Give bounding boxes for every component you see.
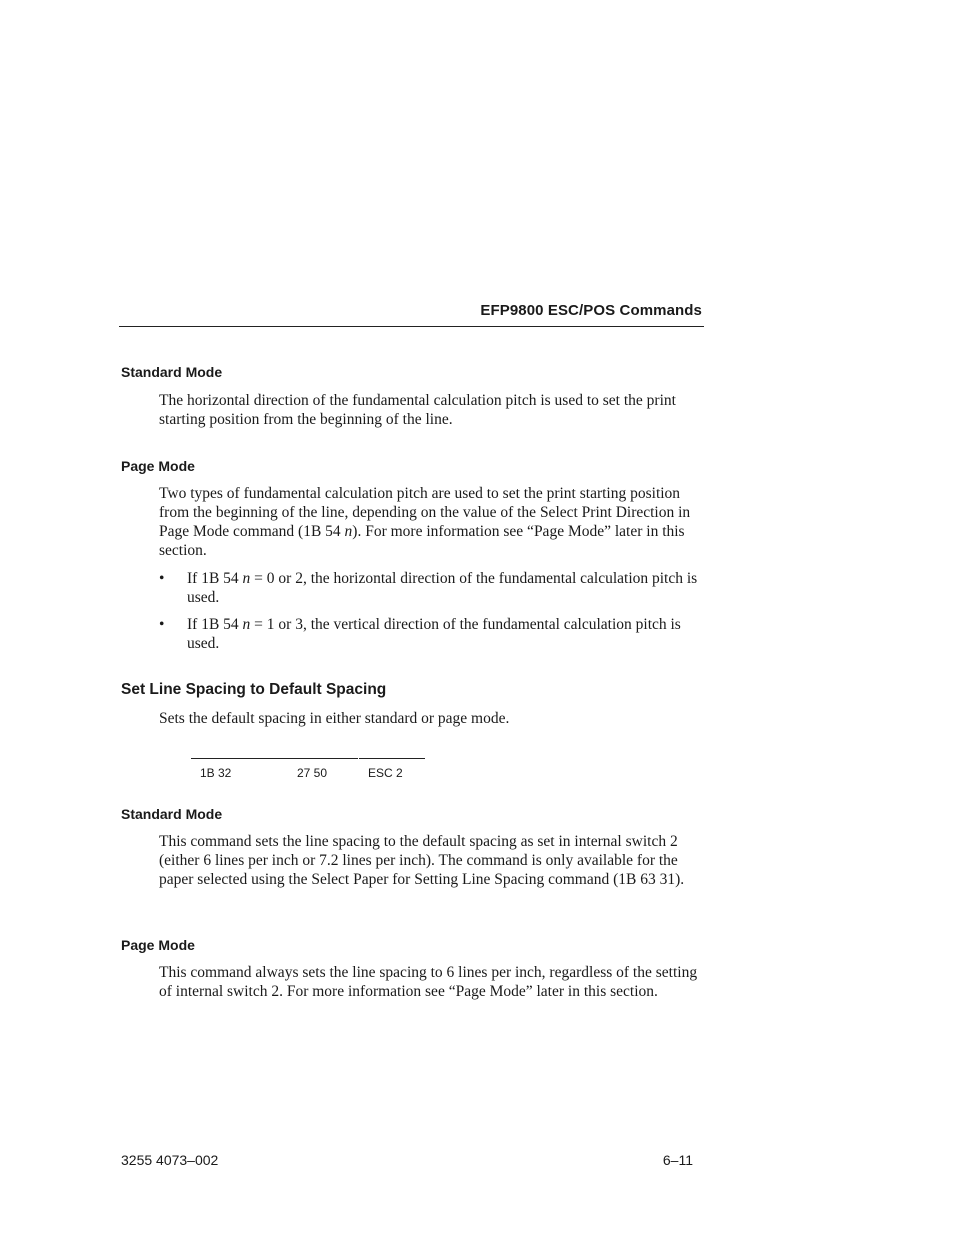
hex-code: 1B 32 bbox=[200, 766, 232, 780]
bullet-text-part: = 0 or 2, the horizontal direction of the fundamental calculation pitch is used. bbox=[187, 570, 698, 606]
bullet-text-part: = 1 or 3, the vertical direction of the fundamental calculation pitch is used. bbox=[187, 616, 681, 652]
subhead-page-mode-1: Page Mode bbox=[121, 458, 195, 474]
bullet-text bbox=[187, 615, 699, 653]
paragraph-default-spacing: Sets the default spacing in either standard or page mode. bbox=[159, 710, 510, 727]
subhead-standard-mode-2: Standard Mode bbox=[121, 806, 223, 822]
bullet-icon: • bbox=[159, 616, 165, 633]
variable-n: n bbox=[242, 570, 251, 587]
section-title-default-spacing: Set Line Spacing to Default Spacing bbox=[121, 681, 387, 698]
header-rule bbox=[119, 326, 704, 327]
paragraph-page-mode-1 bbox=[159, 484, 699, 560]
bullet-text-part: If 1B 54 bbox=[187, 570, 243, 587]
variable-n: n bbox=[242, 616, 251, 633]
decimal-code: 27 50 bbox=[297, 766, 328, 780]
subhead-page-mode-2: Page Mode bbox=[121, 937, 195, 953]
paragraph-text: ). For more information see “Page Mode” later in this section. bbox=[159, 523, 685, 559]
paragraph-standard-mode-1: The horizontal direction of the fundamental calculation pitch is used to set the print starting position from the beginning of the line. bbox=[159, 392, 676, 428]
document-number: 3255 4073–002 bbox=[121, 1152, 219, 1168]
bullet-text-part: If 1B 54 bbox=[187, 616, 243, 633]
bullet-icon: • bbox=[159, 570, 165, 587]
running-header: EFP9800 ESC/POS Commands bbox=[480, 302, 702, 319]
subhead-standard-mode-1: Standard Mode bbox=[121, 364, 223, 380]
code-rule bbox=[359, 758, 425, 759]
variable-n: n bbox=[344, 523, 353, 540]
paragraph-page-mode-2: This command always sets the line spacing to 6 lines per inch, regardless of the setting of internal switch 2. For more information see “Page Mode” later in this section. bbox=[159, 964, 698, 1000]
code-rule bbox=[191, 758, 358, 759]
paragraph-text: Two types of fundamental calculation pitch are used to set the print starting position from the beginning of the line, depending on the value of the Select Print Direction in Page Mode command (1B 54 bbox=[159, 485, 691, 540]
page-number: 6–11 bbox=[662, 1152, 693, 1168]
ascii-code: ESC 2 bbox=[368, 766, 403, 780]
paragraph-standard-mode-2: This command sets the line spacing to the default spacing as set in internal switch 2 (either 6 lines per inch or 7.2 lines per inch). The command is only available for the paper selected using the Select Paper for Setting Line Spacing command (1B 63 31). bbox=[159, 833, 685, 888]
command-code-table bbox=[191, 758, 425, 784]
bullet-text bbox=[187, 569, 699, 607]
